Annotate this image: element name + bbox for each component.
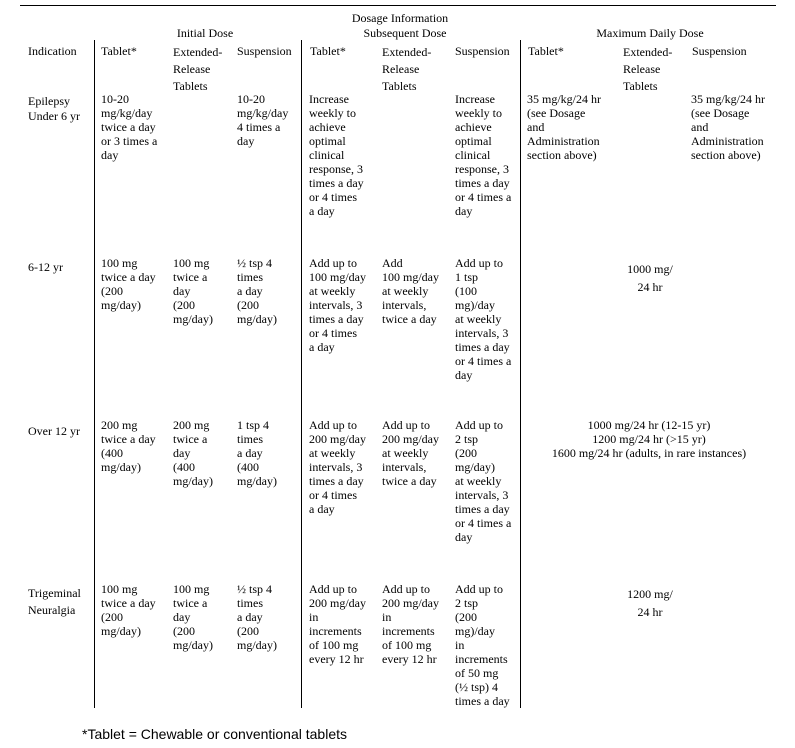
text-line: 200 mg/day: [309, 596, 366, 610]
text-line: 1000 mg/24 hr (12-15 yr): [587, 418, 711, 432]
col-tablet-subsequent: Tablet*: [310, 44, 346, 58]
text-line: mg/day): [101, 460, 141, 474]
text-line: 1200 mg/: [627, 587, 673, 601]
text-line: (200: [101, 610, 123, 624]
text-line: mg/day): [101, 624, 141, 638]
text-line: (½ tsp) 4: [455, 680, 498, 694]
text-line: mg/day): [237, 638, 277, 652]
text-line: response, 3: [455, 162, 509, 176]
text-line: times: [237, 270, 263, 284]
text-line: day: [237, 134, 255, 148]
text-line: intervals,: [382, 298, 427, 312]
footnote: *Tablet = Chewable or conventional tablets: [82, 726, 348, 742]
text-line: Release: [173, 62, 211, 76]
text-line: (400: [173, 460, 195, 474]
text-line: twice a day: [382, 312, 437, 326]
text-line: intervals, 3: [455, 326, 509, 340]
text-line: day: [101, 148, 119, 162]
text-line: increments: [309, 624, 362, 638]
text-line: a day: [237, 284, 263, 298]
text-line: Increase: [309, 92, 349, 106]
text-line: times a day: [309, 176, 364, 190]
text-line: weekly to: [309, 106, 356, 120]
col-er-subsequent: [382, 44, 431, 95]
text-line: or 4 times: [309, 190, 357, 204]
text-line: 35 mg/kg/24 hr: [527, 92, 601, 106]
text-line: section above): [527, 148, 597, 162]
text-line: times a day: [309, 312, 364, 326]
text-line: ½ tsp 4: [237, 256, 273, 270]
col-er-maximum: [623, 44, 672, 95]
text-line: or 4 times a: [455, 190, 512, 204]
row-over-12-susp-subsequent: [455, 418, 519, 544]
text-line: Add up to: [455, 582, 503, 596]
row-over-12-er-subsequent: [382, 418, 452, 488]
text-line: twice a: [173, 596, 208, 610]
col-suspension-initial: Suspension: [237, 44, 292, 58]
text-line: at weekly: [455, 312, 502, 326]
text-line: Administration: [527, 134, 600, 148]
text-line: 100 mg: [101, 256, 138, 270]
text-line: 100 mg: [173, 256, 210, 270]
row-over-12-er-initial: [173, 418, 235, 488]
col-tablet-maximum: Tablet*: [528, 44, 564, 58]
group-maximum-daily-dose: Maximum Daily Dose: [596, 26, 704, 40]
text-line: (100: [455, 284, 477, 298]
divider-indication: [94, 40, 95, 708]
text-line: day: [173, 446, 191, 460]
row-6-12-max-merged: [600, 260, 700, 296]
text-line: a day: [309, 204, 335, 218]
row-epilepsy-indication: [28, 94, 92, 124]
text-line: twice a day: [101, 270, 156, 284]
col-tablet-initial: Tablet*: [101, 44, 137, 58]
text-line: mg/day): [101, 298, 141, 312]
text-line: mg/day): [173, 312, 213, 326]
text-line: achieve: [309, 120, 346, 134]
text-line: intervals,: [382, 460, 427, 474]
text-line: 2 tsp: [455, 432, 479, 446]
text-line: (200: [455, 446, 477, 460]
text-line: increments: [455, 652, 508, 666]
text-line: a day: [237, 610, 263, 624]
text-line: 1 tsp: [455, 270, 479, 284]
text-line: twice a: [173, 270, 208, 284]
text-line: 100 mg: [173, 582, 210, 596]
table-caption: Dosage Information: [351, 11, 449, 25]
text-line: Epilepsy: [28, 94, 70, 108]
row-over-12-max-merged: [524, 418, 774, 460]
row-6-12-susp-initial: [237, 256, 299, 326]
text-line: and: [691, 120, 709, 134]
text-line: mg/day): [237, 312, 277, 326]
text-line: 2 tsp: [455, 596, 479, 610]
text-line: times a day: [455, 176, 510, 190]
text-line: Add up to: [309, 418, 357, 432]
text-line: a day: [309, 340, 335, 354]
text-line: (200: [101, 284, 123, 298]
row-6-12-er-subsequent: [382, 256, 452, 326]
text-line: Tablets: [173, 79, 208, 93]
text-line: (200: [173, 624, 195, 638]
text-line: Trigeminal: [28, 586, 81, 600]
text-line: times: [237, 596, 263, 610]
text-line: a day: [237, 446, 263, 460]
text-line: every 12 hr: [382, 652, 437, 666]
text-line: times a day: [455, 694, 510, 708]
text-line: mg/day): [173, 638, 213, 652]
row-epilepsy-susp-maximum: [691, 92, 787, 162]
row-trigeminal-tablet-initial: [101, 582, 171, 638]
text-line: Add up to: [309, 582, 357, 596]
row-over-12-susp-initial: [237, 418, 299, 488]
text-line: 1200 mg/24 hr (>15 yr): [592, 432, 706, 446]
text-line: mg/kg/day: [101, 106, 153, 120]
text-line: Increase: [455, 92, 495, 106]
text-line: Extended-: [382, 45, 432, 59]
text-line: achieve: [455, 120, 492, 134]
text-line: mg/kg/day: [237, 106, 289, 120]
text-line: at weekly: [455, 474, 502, 488]
text-line: and: [527, 120, 545, 134]
text-line: times a day: [455, 502, 510, 516]
row-trigeminal-tablet-subsequent: [309, 582, 379, 666]
text-line: 100 mg: [101, 582, 138, 596]
text-line: optimal: [455, 134, 492, 148]
text-line: at weekly: [382, 446, 429, 460]
text-line: 24 hr: [637, 605, 663, 619]
text-line: in: [309, 610, 319, 624]
text-line: every 12 hr: [309, 652, 364, 666]
text-line: 24 hr: [637, 280, 663, 294]
text-line: 200 mg: [173, 418, 210, 432]
text-line: response, 3: [309, 162, 363, 176]
text-line: 200 mg/day: [382, 596, 439, 610]
text-line: weekly to: [455, 106, 502, 120]
text-line: Tablets: [382, 79, 417, 93]
text-line: (200: [455, 610, 477, 624]
group-initial-dose: Initial Dose: [176, 26, 234, 40]
text-line: day: [455, 530, 473, 544]
text-line: Release: [623, 62, 661, 76]
text-line: ½ tsp 4: [237, 582, 273, 596]
row-6-12-tablet-initial: [101, 256, 171, 312]
text-line: clinical: [309, 148, 345, 162]
text-line: 1 tsp 4: [237, 418, 270, 432]
text-line: 1600 mg/24 hr (adults, in rare instances): [551, 446, 747, 460]
text-line: or 4 times a: [455, 516, 512, 530]
text-line: mg)/day: [455, 298, 495, 312]
text-line: or 4 times: [309, 326, 357, 340]
text-line: 200 mg: [101, 418, 138, 432]
row-epilepsy-tablet-subsequent: [309, 92, 379, 218]
text-line: 6-12 yr: [28, 260, 63, 274]
text-line: day: [173, 284, 191, 298]
text-line: at weekly: [309, 446, 356, 460]
text-line: twice a: [173, 432, 208, 446]
text-line: 4 times a: [237, 120, 281, 134]
text-line: twice a day: [101, 120, 156, 134]
text-line: day: [173, 610, 191, 624]
text-line: 10-20: [237, 92, 265, 106]
text-line: twice a day: [382, 474, 437, 488]
col-indication: Indication: [28, 44, 77, 58]
text-line: a day: [309, 502, 335, 516]
text-line: Over 12 yr: [28, 424, 80, 438]
row-over-12-tablet-initial: [101, 418, 171, 474]
group-subsequent-dose: Subsequent Dose: [363, 26, 447, 40]
text-line: increments: [382, 624, 435, 638]
text-line: mg/day): [455, 460, 495, 474]
text-line: 100 mg/day: [309, 270, 366, 284]
text-line: section above): [691, 148, 761, 162]
row-epilepsy-tablet-initial: [101, 92, 171, 162]
text-line: mg)/day: [455, 624, 495, 638]
row-over-12-indication: [28, 424, 92, 438]
text-line: twice a day: [101, 596, 156, 610]
row-epilepsy-susp-initial: [237, 92, 299, 148]
text-line: or 4 times a: [455, 354, 512, 368]
divider-initial-subsequent: [301, 40, 302, 708]
row-6-12-er-initial: [173, 256, 235, 326]
text-line: Release: [382, 62, 420, 76]
row-trigeminal-indication: [28, 585, 92, 619]
text-line: Add: [382, 256, 403, 270]
text-line: at weekly: [382, 284, 429, 298]
text-line: Neuralgia: [28, 603, 76, 617]
text-line: 200 mg/day: [309, 432, 366, 446]
text-line: of 100 mg: [382, 638, 432, 652]
text-line: or 3 times a: [101, 134, 158, 148]
text-line: 1000 mg/: [627, 262, 673, 276]
text-line: mg/day): [173, 474, 213, 488]
text-line: Extended-: [173, 45, 223, 59]
text-line: day: [455, 368, 473, 382]
col-er-initial: [173, 44, 222, 95]
text-line: at weekly: [309, 284, 356, 298]
top-rule: [20, 5, 776, 6]
text-line: Add up to: [455, 256, 503, 270]
text-line: (200: [237, 298, 259, 312]
text-line: or 4 times: [309, 488, 357, 502]
row-trigeminal-er-initial: [173, 582, 235, 652]
row-trigeminal-er-subsequent: [382, 582, 452, 666]
text-line: mg/day): [237, 474, 277, 488]
text-line: Add up to: [309, 256, 357, 270]
text-line: (400: [101, 446, 123, 460]
row-trigeminal-susp-subsequent: [455, 582, 519, 708]
text-line: twice a day: [101, 432, 156, 446]
col-suspension-subsequent: Suspension: [455, 44, 510, 58]
text-line: Add up to: [382, 582, 430, 596]
row-trigeminal-max-merged: [600, 585, 700, 621]
text-line: clinical: [455, 148, 491, 162]
text-line: Add up to: [455, 418, 503, 432]
text-line: (200: [237, 624, 259, 638]
text-line: optimal: [309, 134, 346, 148]
text-line: intervals, 3: [455, 488, 509, 502]
row-6-12-indication: [28, 260, 92, 274]
text-line: 35 mg/kg/24 hr: [691, 92, 765, 106]
row-6-12-susp-subsequent: [455, 256, 519, 382]
text-line: intervals, 3: [309, 460, 363, 474]
text-line: in: [455, 638, 465, 652]
row-trigeminal-susp-initial: [237, 582, 299, 652]
text-line: day: [455, 204, 473, 218]
text-line: Add up to: [382, 418, 430, 432]
text-line: Tablets: [623, 79, 658, 93]
text-line: (400: [237, 460, 259, 474]
text-line: of 100 mg: [309, 638, 359, 652]
text-line: 100 mg/day: [382, 270, 439, 284]
text-line: times a day: [309, 474, 364, 488]
row-epilepsy-tablet-maximum: [527, 92, 621, 162]
text-line: 10-20: [101, 92, 129, 106]
row-6-12-tablet-subsequent: [309, 256, 379, 354]
text-line: intervals, 3: [309, 298, 363, 312]
text-line: (200: [173, 298, 195, 312]
text-line: (see Dosage: [527, 106, 586, 120]
text-line: (see Dosage: [691, 106, 750, 120]
text-line: times a day: [455, 340, 510, 354]
text-line: Administration: [691, 134, 764, 148]
text-line: of 50 mg: [455, 666, 499, 680]
text-line: Under 6 yr: [28, 109, 80, 123]
col-suspension-maximum: Suspension: [692, 44, 747, 58]
text-line: times: [237, 432, 263, 446]
text-line: Extended-: [623, 45, 673, 59]
text-line: in: [382, 610, 392, 624]
text-line: 200 mg/day: [382, 432, 439, 446]
divider-subsequent-maximum: [520, 40, 521, 708]
row-epilepsy-susp-subsequent: [455, 92, 519, 218]
row-over-12-tablet-subsequent: [309, 418, 379, 516]
